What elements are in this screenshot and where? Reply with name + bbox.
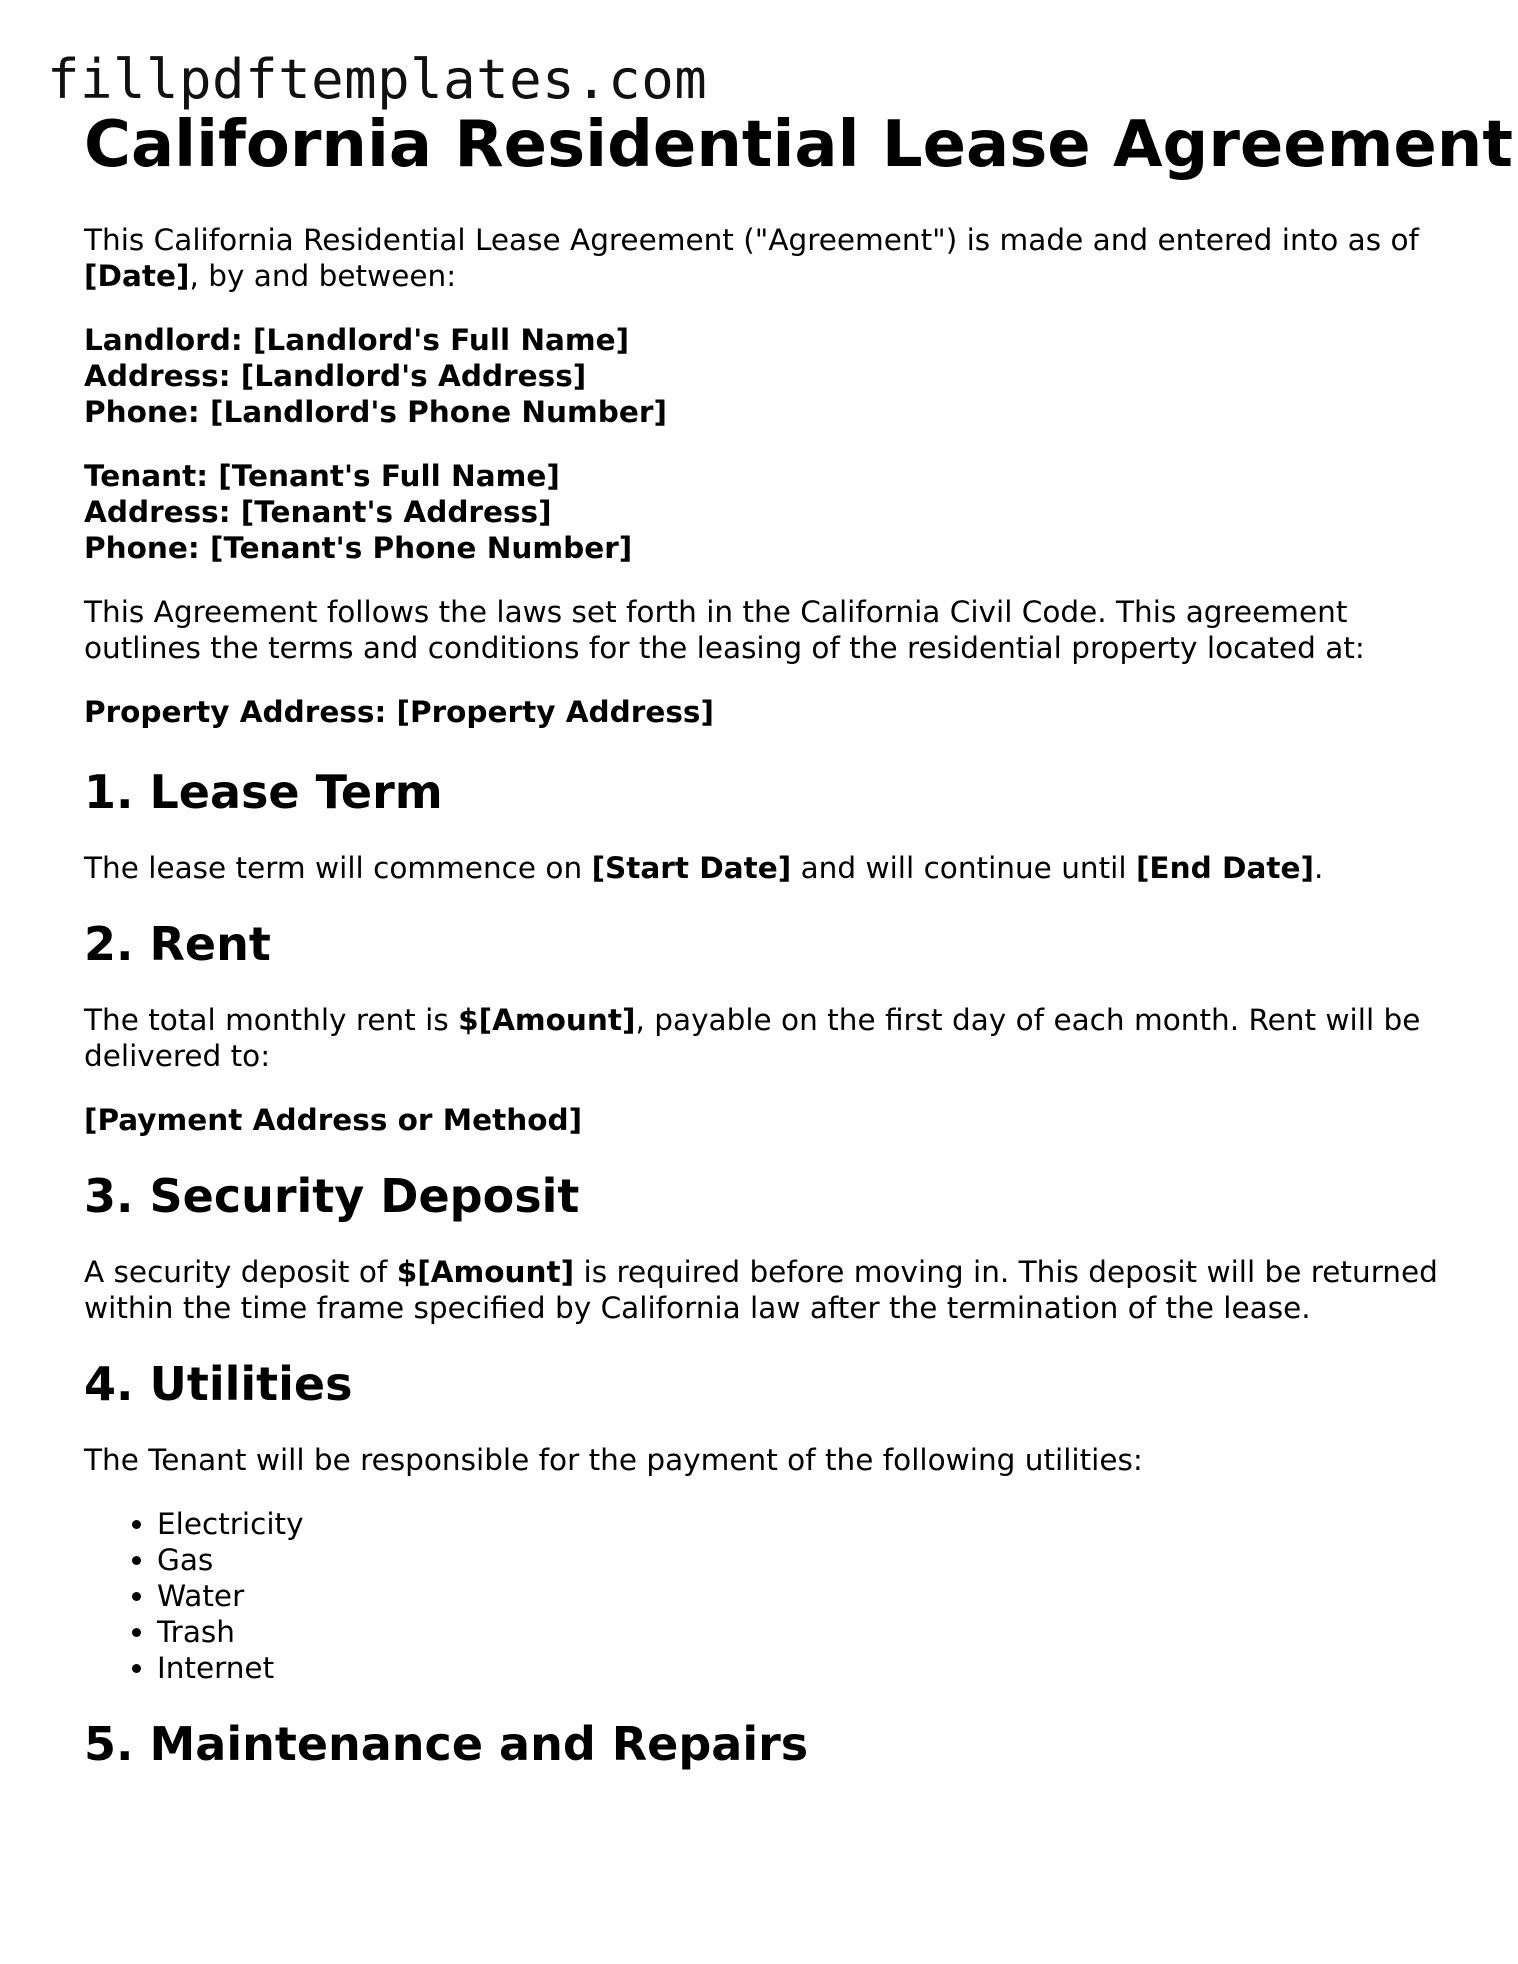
payment-method-field: [Payment Address or Method] <box>84 1103 583 1137</box>
deposit-amount-field: $[Amount] <box>396 1255 575 1289</box>
section-heading-maintenance: 5. Maintenance and Repairs <box>84 1717 809 1771</box>
deposit-paragraph <box>84 1254 1444 1326</box>
intro-text-before: This California Residential Lease Agreement ("Agreement") is made and entered into as of <box>84 223 1419 257</box>
intro-paragraph <box>84 222 1444 294</box>
utility-item-water: • Water <box>157 1578 1444 1614</box>
start-date-field: [Start Date] <box>591 851 792 885</box>
section-heading-security-deposit: 3. Security Deposit <box>84 1169 580 1223</box>
property-address-line: Property Address: [Property Address] <box>84 695 714 729</box>
lease-term-text-1: The lease term will commence on <box>84 851 592 885</box>
deposit-text-1: A security deposit of <box>84 1255 397 1289</box>
end-date-field: [End Date] <box>1135 851 1314 885</box>
section-heading-rent: 2. Rent <box>84 917 271 971</box>
lease-term-text-2: and will continue until <box>791 851 1136 885</box>
rent-text-2: , payable on the first day of each month. Rent will be delivered to: <box>84 1003 1421 1073</box>
tenant-name-line: Tenant: [Tenant's Full Name] <box>84 459 560 493</box>
lease-term-paragraph <box>84 850 1444 886</box>
landlord-address-line: Address: [Landlord's Address] <box>84 359 587 393</box>
rent-amount-field: $[Amount] <box>458 1003 636 1037</box>
laws-paragraph: This Agreement follows the laws set forth in the California Civil Code. This agreement outlines the terms and conditions for the leasing of the residential property located at: <box>84 595 1365 665</box>
section-heading-utilities: 4. Utilities <box>84 1357 353 1411</box>
intro-text-after: , by and between: <box>189 259 457 293</box>
tenant-block <box>84 458 1444 566</box>
date-field: [Date] <box>84 259 190 293</box>
landlord-name-line: Landlord: [Landlord's Full Name] <box>84 323 630 357</box>
landlord-phone-line: Phone: [Landlord's Phone Number] <box>84 395 667 429</box>
tenant-address-line: Address: [Tenant's Address] <box>84 495 552 529</box>
lease-term-text-3: . <box>1313 851 1324 885</box>
document-title: California Residential Lease Agreement <box>84 108 1513 182</box>
rent-text-1: The total monthly rent is <box>84 1003 459 1037</box>
landlord-block <box>84 322 1444 430</box>
rent-paragraph <box>84 1002 1444 1074</box>
utility-item-gas: • Gas <box>157 1542 1444 1578</box>
deposit-text-2: is required before moving in. This deposit will be returned within the time frame specified by California law after the termination of the lease. <box>84 1255 1438 1325</box>
utilities-list <box>84 1506 1444 1686</box>
section-heading-lease-term: 1. Lease Term <box>84 765 443 819</box>
utility-item-trash: • Trash <box>157 1614 1444 1650</box>
utility-item-electricity: • Electricity <box>157 1506 1444 1542</box>
utility-item-internet: • Internet <box>157 1650 1444 1686</box>
tenant-phone-line: Phone: [Tenant's Phone Number] <box>84 531 633 565</box>
utilities-intro: The Tenant will be responsible for the payment of the following utilities: <box>84 1443 1143 1477</box>
document-body <box>84 108 1513 1772</box>
watermark-text: fillpdftemplates.com <box>47 48 708 111</box>
